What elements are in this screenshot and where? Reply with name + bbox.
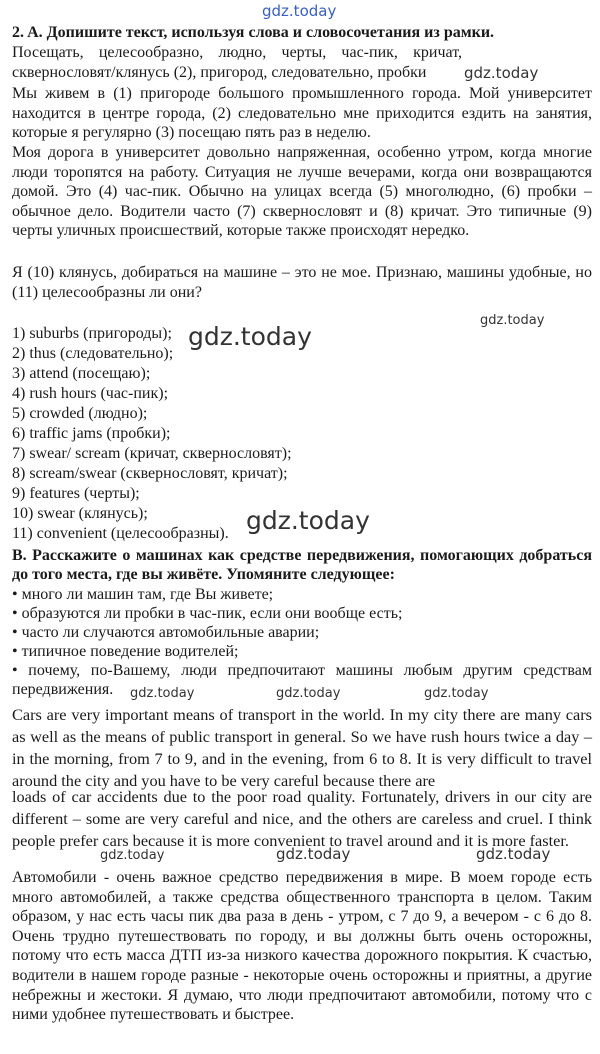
english-answer-part-2: loads of car accidents due to the poor road quality. Fortunately, drivers in our city are different – some are very careful and nice, and the others are careless and cruel. I think people prefer cars because it is more convenient to travel around and it is more faster. (12, 787, 592, 850)
watermark: gdz.today (424, 686, 489, 701)
section-b-heading: B. Расскажите о машинах как средстве передвижения, помогающих добраться до того места, где вы живёте. Упомяните следующее: (12, 547, 592, 583)
watermark: gdz.today (100, 848, 165, 863)
section-b-bullets (12, 585, 592, 699)
bullet-item: • часто ли случаются автомобильные аварии; (12, 624, 320, 641)
russian-translation: Автомобили - очень важное средство передвижения в мире. В моем городе есть много автомобилей, а также средства общественного транспорта в целом. Таким образом, у нас есть часы пик два раза в день - утром, с 7 до 9, а вечером - с 6 до 8. Очень трудно путешествовать по городу, и вы должны быть очень осторожны, потому что есть масса ДТП из-за низкого качества дорожного покрытия. К счастью, водители в нашем городе разные - некоторые очень осторожны и приятны, а другие небрежны и жестоки. Я думаю, что люди предпочитают автомобили, потому что с ними удобнее путешествовать и быстрее. (12, 869, 592, 1024)
answer-item: 1) suburbs (пригороды); (12, 325, 172, 342)
watermark: gdz.today (246, 506, 370, 535)
answer-item: 2) thus (следовательно); (12, 345, 174, 362)
answer-item: 6) traffic jams (пробки); (12, 425, 171, 442)
answer-item: 5) crowded (людно); (12, 405, 148, 422)
bullet-item: • много ли машин там, где Вы живете; (12, 586, 274, 603)
paragraph-1: Мы живем в (1) пригороде большого промышленного города. Мой университет находится в центре города, (2) следовательно мне приходится ездить на занятия, которые я регулярно (3) посещаю пять раз в неделю. (12, 85, 592, 141)
watermark: gdz.today (188, 322, 312, 351)
bullet-item: • почему, по-Вашему, люди предпочитают машины любым другим средствам передвижения. (12, 662, 592, 698)
watermark: gdz.today (476, 845, 551, 863)
answer-item: 4) rush hours (час-пик); (12, 385, 169, 402)
answer-item: 3) attend (посещаю); (12, 365, 151, 382)
word-bank: Посещать, целесообразно, людно, черты, час-пик, кричат, сквернословят/клянусь (2), пригород, следовательно, пробки (12, 44, 462, 81)
answer-item: 11) convenient (целесообразны). (12, 525, 229, 542)
watermark: gdz.today (130, 686, 195, 701)
watermark: gdz.today (480, 313, 545, 328)
bullet-item: • типичное поведение водителей; (12, 643, 239, 660)
watermark-top: gdz.today (262, 2, 337, 20)
answer-item: 10) swear (клянусь); (12, 505, 148, 522)
english-answer-part-1: Cars are very important means of transport in the world. In my city there are many cars as well as the means of public transport in general. So we have rush hours twice a day – in the morning, from 7 to 9, and in the evening, from 6 to 8. It is very difficult to travel around the city and you have to be very careful because there are (12, 705, 592, 790)
answer-item: 9) features (черты); (12, 485, 140, 502)
bullet-item: • образуются ли пробки в час-пик, если они вообще есть; (12, 605, 403, 622)
watermark: gdz.today (464, 64, 539, 82)
section-a-heading: 2. A. Допишите текст, используя слова и словосочетания из рамки. (12, 24, 495, 41)
answer-item: 8) scream/swear (сквернословят, кричат); (12, 465, 288, 482)
answer-item: 7) swear/ scream (кричат, сквернословят); (12, 445, 292, 462)
paragraph-2: Моя дорога в университет довольно напряженная, особенно утром, когда многие люди торопятся на работу. Ситуация не лучше вечерами, когда они возвращаются домой. Это (4) час-пик. Обычно на улицах всегда (5) многолюдно, (6) пробки – обычное дело. Водители часто (7) сквернословят и (8) кричат. Это типичные (9) черты уличных происшествий, которые также происходят нередко. (12, 144, 592, 239)
watermark: gdz.today (276, 845, 351, 863)
paragraph-3: Я (10) клянусь, добираться на машине – это не мое. Признаю, машины удобные, но (11) целесообразны ли они? (12, 264, 592, 301)
watermark: gdz.today (276, 686, 341, 701)
